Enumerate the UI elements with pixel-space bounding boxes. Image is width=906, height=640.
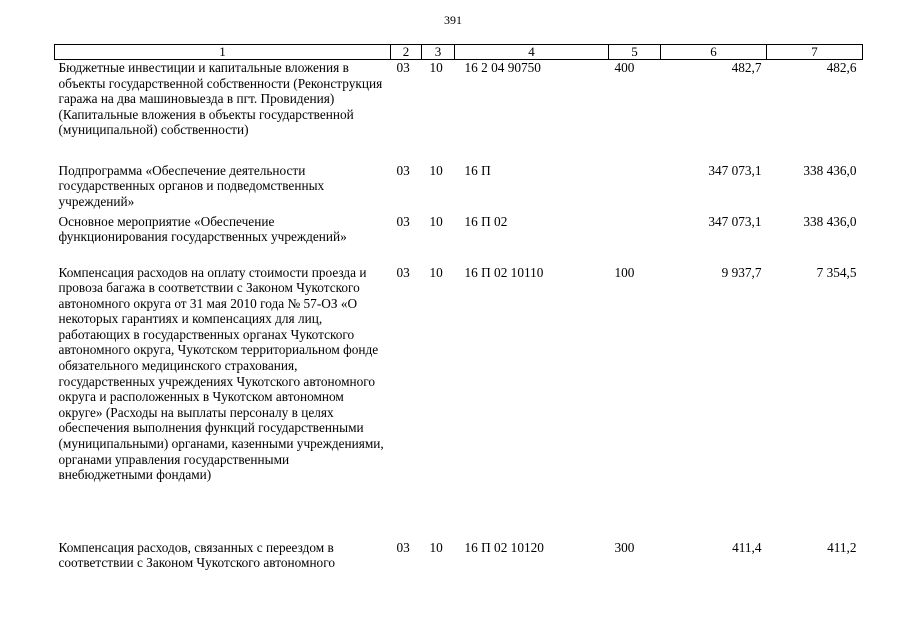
row-section: 03: [396, 60, 410, 75]
row-subsection: 10: [429, 264, 443, 280]
row-sum1: 9 937,7: [721, 264, 762, 280]
row-sum2: 482,6: [826, 60, 857, 75]
row-section: 03: [396, 213, 410, 229]
row-sum1: 411,4: [732, 539, 762, 555]
row-sum1: 347 073,1: [708, 162, 762, 178]
column-header-section: 2: [391, 45, 422, 60]
row-target: 16 П 02 10110: [464, 264, 544, 280]
column-header-expense-type: 5: [609, 45, 661, 60]
column-header-sum1: 6: [661, 45, 767, 60]
row-sum2: 338 436,0: [803, 213, 857, 229]
row-name: Основное мероприятие «Обеспечение функционирования государственных учреждений»: [58, 213, 347, 245]
row-expense-type: [609, 214, 661, 265]
row-target: 16 П 02 10120: [464, 539, 544, 555]
row-target: 16 2 04 90750: [464, 60, 541, 75]
row-expense-type: 100: [614, 264, 635, 280]
table-row: [55, 265, 863, 540]
row-name: Подпрограмма «Обеспечение деятельности государственных органов и подведомственных учреждений»: [58, 162, 325, 209]
row-target: 16 П 02: [464, 213, 508, 229]
table-row: [55, 214, 863, 265]
column-header-name: 1: [55, 45, 391, 60]
row-target: 16 П: [464, 162, 491, 178]
row-section: 03: [396, 264, 410, 280]
column-header-sum2: 7: [767, 45, 863, 60]
row-expense-type: 400: [614, 60, 635, 75]
column-header-subsection: 3: [422, 45, 455, 60]
column-header-target: 4: [455, 45, 609, 60]
row-subsection: 10: [429, 539, 443, 555]
row-expense-type: 300: [614, 539, 635, 555]
table-row: [55, 540, 863, 574]
row-name: Компенсация расходов, связанных с переездом в соответствии с Законом Чукотского автономного: [58, 539, 335, 571]
row-sum2: 7 354,5: [816, 264, 857, 280]
row-name: Компенсация расходов на оплату стоимости проезда и провоза багажа в соответствии с Законом Чукотского автономного округа от 31 мая 2010 года № 57-ОЗ «О некоторых гарантиях и компенсациях для лиц, работающих в государственных органах Чукотского автономного округа, Чукотском территориальном фонде обязательного медицинского страхования, государственных учреждениях Чукотского автономного округа и расположенных в Чукотском автономном округе» (Расходы на выплаты персоналу в целях обеспечения выполнения функций государственными (муниципальными) органами, казенными учреждениями, органами управления государственными внебюджетными фондами): [58, 264, 384, 483]
row-sum2: 411,2: [827, 539, 857, 555]
page-number: 391: [444, 13, 462, 27]
table-row: [55, 60, 863, 163]
table-row: [55, 163, 863, 214]
row-sum1: 347 073,1: [708, 213, 762, 229]
budget-table: [54, 44, 863, 574]
row-expense-type: [609, 163, 661, 214]
row-section: 03: [396, 539, 410, 555]
row-section: 03: [396, 162, 410, 178]
row-sum1: 482,7: [731, 60, 762, 75]
row-sum2: 338 436,0: [803, 162, 857, 178]
row-subsection: 10: [429, 60, 443, 75]
table-header-row: [55, 45, 863, 60]
row-name: Бюджетные инвестиции и капитальные вложения в объекты государственной собственности (Реконструкция гаража на два машиновыезда в пгт. Провидения) (Капитальные вложения в объекты государственной (муниципальной) собственности): [58, 60, 383, 138]
row-subsection: 10: [429, 162, 443, 178]
row-subsection: 10: [429, 213, 443, 229]
